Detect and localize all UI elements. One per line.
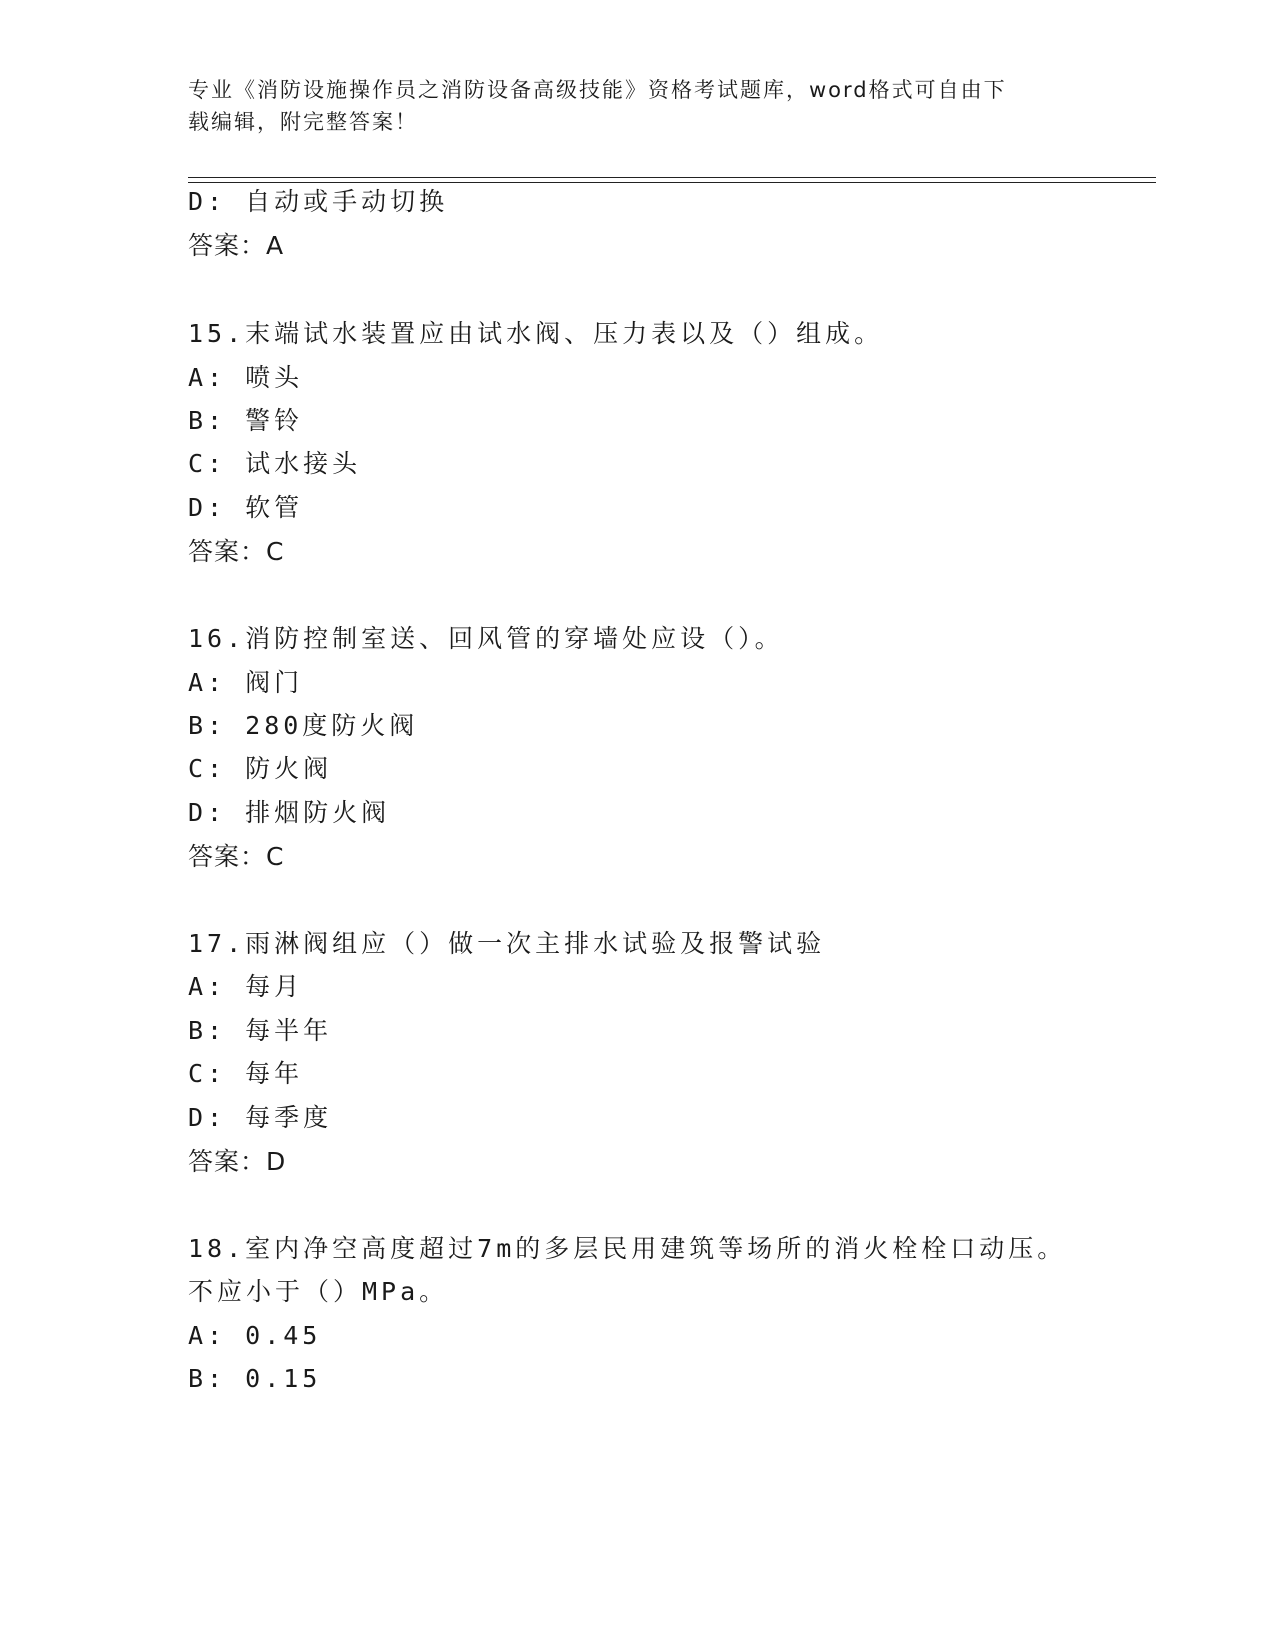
q16-option-c: C: 防火阀 [188,754,333,783]
q17-option-a: A: 每月 [188,972,304,1001]
q17-option-b: B: 每半年 [188,1016,333,1045]
header-line-1: 专业《消防设施操作员之消防设备高级技能》资格考试题库，word格式可自由下 [188,78,1007,102]
q15-option-b: B: 警铃 [188,406,304,435]
q17-stem: 17.雨淋阀组应（）做一次主排水试验及报警试验 [188,929,826,958]
prev-answer: 答案：A [188,231,285,260]
q16-option-a: A: 阀门 [188,668,304,697]
document-header [188,74,1078,138]
q15-stem: 15.末端试水装置应由试水阀、压力表以及（）组成。 [188,319,884,348]
header-line-2: 载编辑，附完整答案！ [188,110,418,134]
q15-option-c: C: 试水接头 [188,449,362,478]
q16-answer: 答案：C [188,842,285,871]
q15-option-d: D: 软管 [188,493,304,522]
q17-answer: 答案：D [188,1147,287,1176]
header-divider-top [188,177,1156,178]
q17-option-d: D: 每季度 [188,1103,333,1132]
q16-option-d: D: 排烟防火阀 [188,798,391,827]
q18-stem-line-1: 18.室内净空高度超过7m的多层民用建筑等场所的消火栓栓口动压。 [188,1234,1067,1263]
q17-option-c: C: 每年 [188,1059,304,1088]
q18-option-b: B: 0.15 [188,1364,322,1393]
q18-stem-line-2: 不应小于（）MPa。 [188,1277,449,1306]
q15-option-a: A: 喷头 [188,363,304,392]
header-divider-bottom [188,182,1156,183]
q15-answer: 答案：C [188,537,285,566]
q18-option-a: A: 0.45 [188,1321,322,1350]
q16-stem: 16.消防控制室送、回风管的穿墙处应设（）。 [188,624,784,653]
q16-option-b: B: 280度防火阀 [188,711,419,740]
prev-option-d: D: 自动或手动切换 [188,187,449,216]
